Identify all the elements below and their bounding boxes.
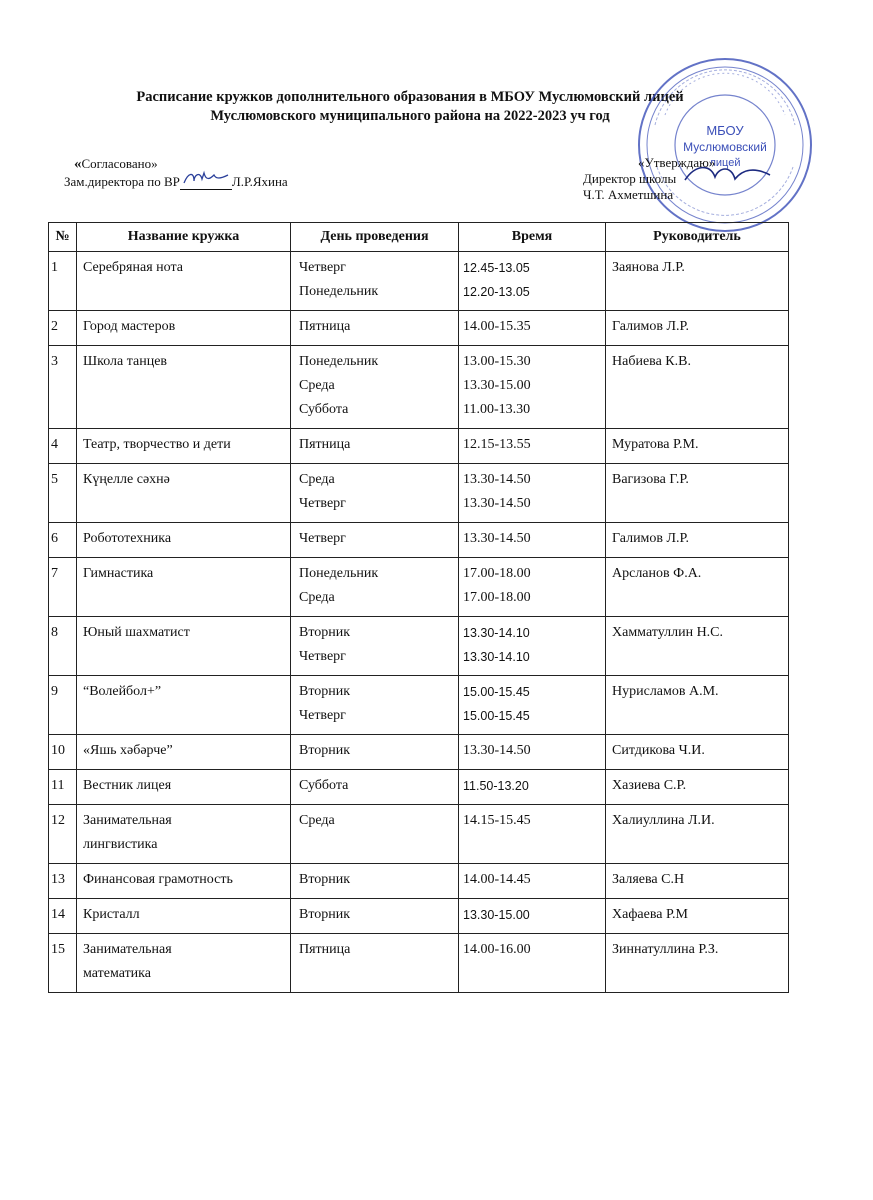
seal-text-1: МБОУ [706,123,744,138]
time-cell [459,429,606,464]
table-row [49,735,789,770]
day-cell [291,346,459,429]
club-name-cell [77,899,291,934]
leader-cell: Вагизова Г.Р. [606,464,789,523]
table-row [49,770,789,805]
club-name-cell [77,346,291,429]
time-cell [459,346,606,429]
club-name: Финансовая грамотность [83,872,233,887]
time-cell [459,617,606,676]
time-cell [459,770,606,805]
leader-cell: Нурисламов А.М. [606,676,789,735]
leader-cell: Хафаева Р.М [606,899,789,934]
club-name-cell [77,770,291,805]
club-name: Школа танцев [83,354,168,369]
day-value: Суббота [299,778,349,793]
club-name-cell [77,429,291,464]
day-cell [291,558,459,617]
deputy-position: Зам.директора по ВР [64,174,180,189]
time-value: 14.15-15.45 [463,813,531,828]
time-value: 13.30-14.50 [463,531,531,546]
row-number: 4 [49,429,77,464]
club-name: Серебряная нота [83,260,183,275]
club-name-cell [77,934,291,993]
time-value: 14.00-15.35 [463,319,531,334]
time-value: 13.30-14.50 [463,496,531,511]
header-name: Название кружка [77,223,291,252]
time-cell [459,899,606,934]
day-cell [291,617,459,676]
club-name-cell [77,464,291,523]
table-row [49,311,789,346]
leader-cell: Хамматуллин Н.С. [606,617,789,676]
day-value: Пятница [299,942,351,957]
time-value: 15.00-15.45 [463,685,530,699]
leader-cell: Набиева К.В. [606,346,789,429]
time-value: 13.00-15.30 [463,354,531,369]
club-name: Юный шахматист [83,625,190,640]
seal-text-3: лицей [709,157,741,169]
day-value: Понедельник [299,284,379,299]
header-num: № [49,223,77,252]
club-name: “Волейбол+” [83,684,162,699]
approval-left-block [64,155,288,190]
day-value: Четверг [299,649,346,664]
header-leader: Руководитель [606,223,789,252]
leader-cell: Заляева С.Н [606,864,789,899]
agreed-quote: « [74,156,82,172]
club-name: Гимнастика [83,566,154,581]
table-row [49,558,789,617]
day-value: Среда [299,378,335,393]
time-cell [459,464,606,523]
table-row [49,252,789,311]
club-name-cell [77,805,291,864]
leader-cell: Муратова Р.М. [606,429,789,464]
time-value: 14.00-14.45 [463,872,531,887]
time-value: 13.30-14.10 [463,626,530,640]
leader-cell: Галимов Л.Р. [606,523,789,558]
school-seal [635,55,815,235]
time-cell [459,252,606,311]
day-value: Вторник [299,625,351,640]
table-header-row [49,223,789,252]
row-number: 9 [49,676,77,735]
leader-cell: Хазиева С.Р. [606,770,789,805]
day-cell [291,429,459,464]
agreed-label [64,155,288,173]
leader-cell: Заянова Л.Р. [606,252,789,311]
time-value: 17.00-18.00 [463,590,531,605]
deputy-name: Л.Р.Яхина [231,174,288,189]
day-value: Вторник [299,743,351,758]
row-number: 11 [49,770,77,805]
row-number: 8 [49,617,77,676]
row-number: 6 [49,523,77,558]
header-time: Время [459,223,606,252]
leader-cell: Ситдикова Ч.И. [606,735,789,770]
day-value: Пятница [299,319,351,334]
club-name: «Яшь хәбәрче” [83,743,173,758]
time-value: 11.00-13.30 [463,402,531,417]
leader-cell: Арсланов Ф.А. [606,558,789,617]
day-value: Суббота [299,402,349,417]
director-name: Ч.Т. Ахметшина [583,187,674,202]
table-row [49,464,789,523]
day-value: Вторник [299,872,351,887]
club-name: лингвистика [83,837,158,852]
club-name-cell [77,311,291,346]
day-value: Понедельник [299,566,379,581]
row-number: 5 [49,464,77,523]
day-cell [291,735,459,770]
row-number: 7 [49,558,77,617]
deputy-line [64,173,288,190]
day-value: Среда [299,590,335,605]
club-name-cell [77,676,291,735]
table-row [49,523,789,558]
day-value: Четверг [299,708,346,723]
time-value: 14.00-16.00 [463,942,531,957]
club-name-cell [77,617,291,676]
time-value: 13.30-14.50 [463,743,531,758]
day-cell [291,523,459,558]
day-cell [291,934,459,993]
table-row [49,805,789,864]
day-cell [291,770,459,805]
club-name-cell [77,558,291,617]
club-name: Кристалл [83,907,140,922]
time-value: 13.30-15.00 [463,378,531,393]
approved-label: «Утверждаю» [638,155,716,170]
approval-right-block [583,155,715,203]
time-cell [459,558,606,617]
agreed-text: Согласовано» [81,156,158,171]
time-value: 13.30-14.10 [463,650,530,664]
club-name-cell [77,735,291,770]
time-value: 15.00-15.45 [463,709,530,723]
deputy-signature [180,173,232,190]
club-name: Занимательная [83,813,172,828]
table-row [49,617,789,676]
row-number: 3 [49,346,77,429]
row-number: 10 [49,735,77,770]
club-name-cell [77,864,291,899]
day-cell [291,676,459,735]
club-name: Город мастеров [83,319,176,334]
time-cell [459,311,606,346]
club-name: Робототехника [83,531,172,546]
day-cell [291,899,459,934]
time-cell [459,523,606,558]
leader-cell: Халиуллина Л.И. [606,805,789,864]
schedule-table [48,222,789,993]
title-line-2: Муслюмовского муниципального района на 2022-2023 уч год [210,108,610,124]
day-cell [291,464,459,523]
club-name: Занимательная [83,942,172,957]
row-number: 14 [49,899,77,934]
club-name: Күңелле сәхнә [83,472,170,487]
seal-text-2: Муслюмовский [683,140,767,154]
day-value: Вторник [299,907,351,922]
time-cell [459,864,606,899]
day-value: Среда [299,472,335,487]
row-number: 15 [49,934,77,993]
time-value: 12.15-13.55 [463,437,531,452]
director-position: Директор школы [583,171,677,186]
row-number: 1 [49,252,77,311]
row-number: 2 [49,311,77,346]
day-cell [291,252,459,311]
time-value: 12.20-13.05 [463,285,530,299]
day-cell [291,311,459,346]
time-value: 12.45-13.05 [463,261,530,275]
day-value: Пятница [299,437,351,452]
time-value: 11.50-13.20 [463,779,529,793]
day-cell [291,864,459,899]
club-name-cell [77,252,291,311]
club-name: Театр, творчество и дети [83,437,231,452]
time-cell [459,735,606,770]
day-value: Четверг [299,531,346,546]
time-cell [459,805,606,864]
row-number: 12 [49,805,77,864]
title-line-1: Расписание кружков дополнительного образования в МБОУ Муслюмовский лицей [136,89,684,105]
leader-cell: Зиннатуллина Р.З. [606,934,789,993]
table-row [49,899,789,934]
day-value: Вторник [299,684,351,699]
time-value: 13.30-15.00 [463,908,530,922]
table-row [49,429,789,464]
day-value: Среда [299,813,335,828]
table-row [49,864,789,899]
row-number: 13 [49,864,77,899]
day-value: Четверг [299,496,346,511]
header-day: День проведения [291,223,459,252]
table-row [49,934,789,993]
day-value: Четверг [299,260,346,275]
leader-cell: Галимов Л.Р. [606,311,789,346]
day-cell [291,805,459,864]
club-name: математика [83,966,151,981]
table-row [49,346,789,429]
day-value: Понедельник [299,354,379,369]
time-value: 13.30-14.50 [463,472,531,487]
club-name-cell [77,523,291,558]
time-cell [459,934,606,993]
time-cell [459,676,606,735]
time-value: 17.00-18.00 [463,566,531,581]
club-name: Вестник лицея [83,778,172,793]
table-row [49,676,789,735]
